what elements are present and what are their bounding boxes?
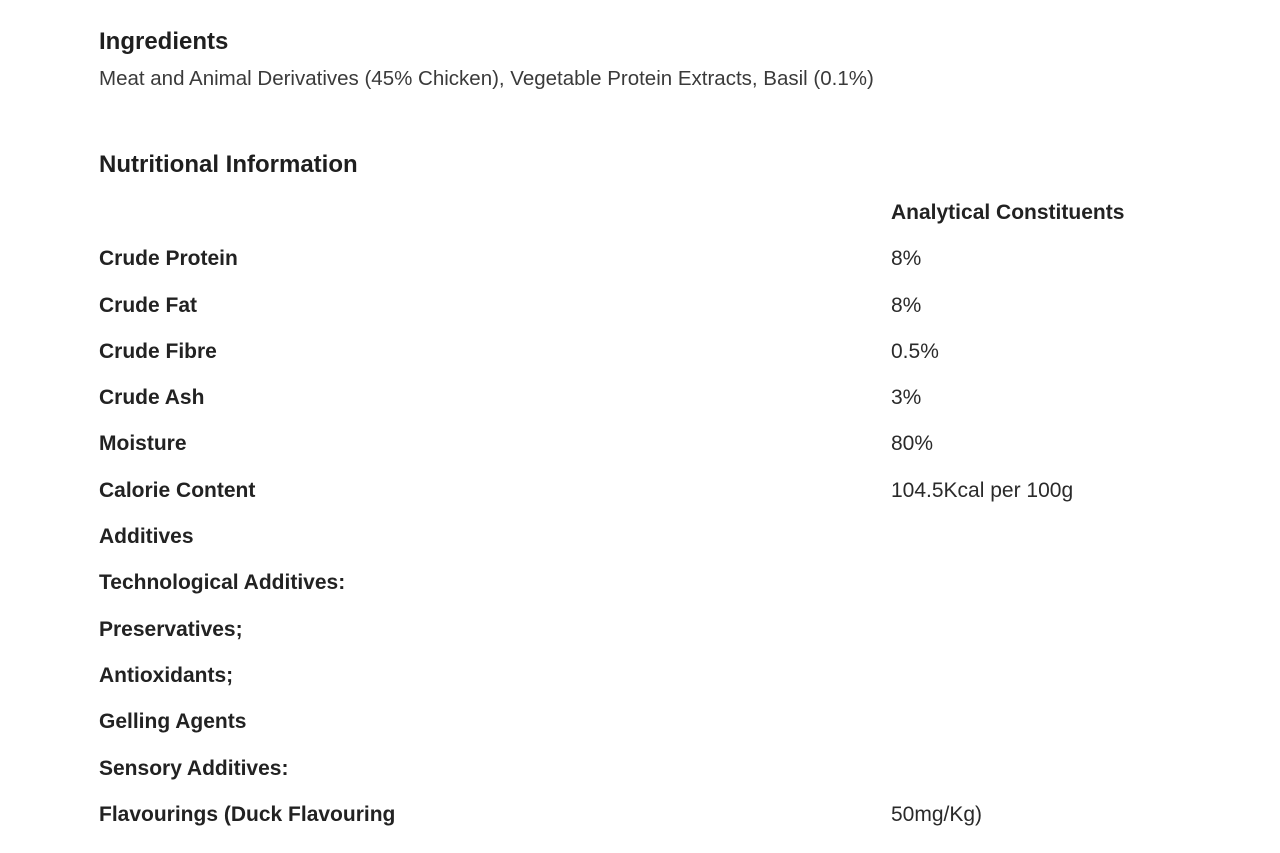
row-label: Additives: [99, 525, 194, 548]
row-value: 80%: [891, 432, 934, 455]
row-label: Crude Fibre: [99, 340, 217, 363]
table-row: [99, 804, 1199, 834]
table-row: [99, 341, 1199, 371]
table-row: [99, 619, 1199, 649]
analytical-constituents-header: Analytical Constituents: [891, 201, 1125, 224]
ingredients-heading: Ingredients: [99, 28, 229, 55]
nutritional-information-heading: Nutritional Information: [99, 151, 358, 178]
table-row: [99, 433, 1199, 463]
row-label: Crude Ash: [99, 386, 205, 409]
row-value: 104.5Kcal per 100g: [891, 479, 1074, 502]
table-row: [99, 711, 1199, 741]
row-label: Calorie Content: [99, 479, 256, 502]
table-row: [99, 758, 1199, 788]
row-label: Flavourings (Duck Flavouring: [99, 803, 396, 826]
row-label: Technological Additives:: [99, 571, 346, 594]
row-value: 8%: [891, 294, 922, 317]
row-label: Preservatives;: [99, 618, 243, 641]
row-label: Crude Protein: [99, 247, 238, 270]
row-value: 8%: [891, 247, 922, 270]
row-label: Moisture: [99, 432, 187, 455]
ingredients-text: Meat and Animal Derivatives (45% Chicken), Vegetable Protein Extracts, Basil (0.1%): [99, 67, 874, 90]
row-label: Sensory Additives:: [99, 757, 289, 780]
row-label: Gelling Agents: [99, 710, 247, 733]
row-label: Crude Fat: [99, 294, 198, 317]
table-row: [99, 387, 1199, 417]
table-row: [99, 665, 1199, 695]
table-row: [99, 526, 1199, 556]
table-row: [99, 572, 1199, 602]
table-row: [99, 480, 1199, 510]
row-label: Antioxidants;: [99, 664, 234, 687]
row-value: 0.5%: [891, 340, 939, 363]
row-value: 50mg/Kg): [891, 803, 983, 826]
table-row: [99, 248, 1199, 278]
table-row: [99, 295, 1199, 325]
row-value: 3%: [891, 386, 922, 409]
